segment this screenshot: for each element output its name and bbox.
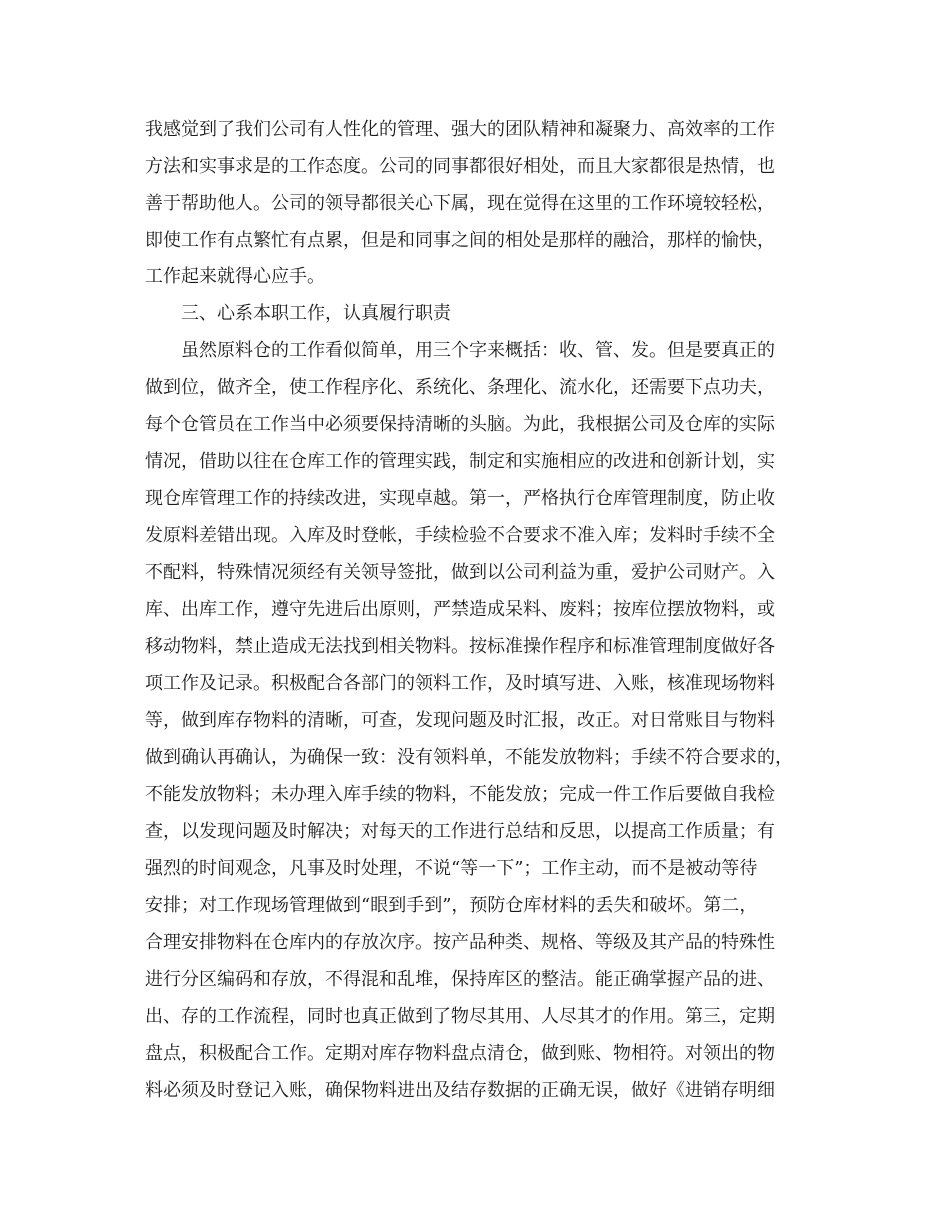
body-text-line: 善于帮助他人。公司的领导都很关心下属，现在觉得在这里的工作环境较轻松， (145, 193, 775, 214)
body-text-line: 做到位，做齐全，使工作程序化、系统化、条理化、流水化，还需要下点功夫， (145, 377, 775, 398)
body-text-line: 移动物料，禁止造成无法找到相关物料。按标准操作程序和标准管理制度做好各 (145, 636, 775, 657)
body-text-line: 每个仓管员在工作当中必须要保持清晰的头脑。为此，我根据公司及仓库的实际 (145, 414, 775, 435)
body-text-line: 发原料差错出现。入库及时登帐，手续检验不合要求不准入库；发料时手续不全 (145, 525, 775, 546)
body-text-line: 项工作及记录。积极配合各部门的领料工作，及时填写进、入账，核准现场物料 (145, 673, 775, 694)
paragraph-first-line: 虽然原料仓的工作看似简单，用三个字来概括：收、管、发。但是要真正的 (181, 340, 775, 361)
body-text-line: 盘点，积极配合工作。定期对库存物料盘点清仓，做到账、物相符。对领出的物 (145, 1043, 775, 1064)
body-text-line: 现仓库管理工作的持续改进，实现卓越。第一，严格执行仓库管理制度，防止收 (145, 488, 775, 509)
body-text-line: 查，以发现问题及时解决；对每天的工作进行总结和反思，以提高工作质量；有 (145, 821, 775, 842)
body-text-line: 强烈的时间观念，凡事及时处理，不说“等一下”；工作主动，而不是被动等待 (145, 858, 758, 879)
body-text-line: 方法和实事求是的工作态度。公司的同事都很好相处，而且大家都很是热情，也 (145, 156, 775, 177)
section-heading: 三、心系本职工作，认真履行职责 (181, 303, 451, 324)
body-text-line: 出、存的工作流程，同时也真正做到了物尽其用、人尽其才的作用。第三，定期 (145, 1006, 775, 1027)
body-text-line: 进行分区编码和存放，不得混和乱堆，保持库区的整洁。能正确掌握产品的进、 (145, 969, 775, 990)
body-text-line: 做到确认再确认，为确保一致：没有领料单，不能发放物料；手续不符合要求的， (145, 747, 793, 768)
body-text-line: 料必须及时登记入账，确保物料进出及结存数据的正确无误，做好《进销存明细 (145, 1080, 775, 1101)
body-text-line: 合理安排物料在仓库内的存放次序。按产品种类、规格、等级及其产品的特殊性 (145, 932, 775, 953)
body-text-line: 安排；对工作现场管理做到“眼到手到”，预防仓库材料的丢失和破坏。第二， (145, 895, 758, 916)
body-text-line: 情况，借助以往在仓库工作的管理实践，制定和实施相应的改进和创新计划，实 (145, 451, 775, 472)
body-text-line: 不能发放物料；未办理入库手续的物料，不能发放；完成一件工作后要做自我检 (145, 784, 775, 805)
body-text-line: 库、出库工作，遵守先进后出原则，严禁造成呆料、废料；按库位摆放物料，或 (145, 599, 775, 620)
body-text-line: 我感觉到了我们公司有人性化的管理、强大的团队精神和凝聚力、高效率的工作 (145, 119, 775, 140)
body-text-line: 等，做到库存物料的清晰，可查，发现问题及时汇报，改正。对日常账目与物料 (145, 710, 775, 731)
body-text-line: 不配料，特殊情况须经有关领导签批，做到以公司利益为重，爱护公司财产。入 (145, 562, 775, 583)
body-text-line: 即使工作有点繁忙有点累，但是和同事之间的相处是那样的融洽，那样的愉快， (145, 230, 775, 251)
body-text-line: 工作起来就得心应手。 (145, 266, 325, 287)
